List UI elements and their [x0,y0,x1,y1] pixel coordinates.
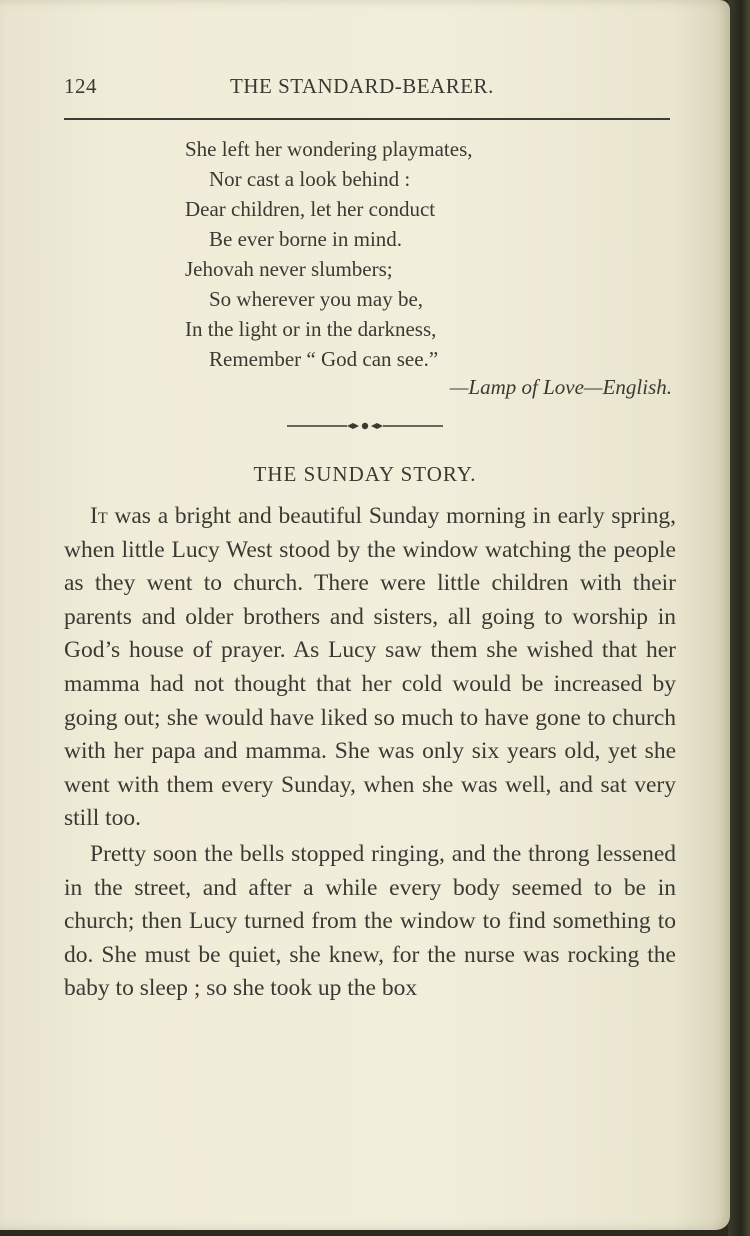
running-title: THE STANDARD-BEARER. [230,74,494,98]
poem-attribution: —Lamp of Love—English. [449,375,672,399]
poem-line: Dear children, let her conduct [185,197,436,221]
ornament-divider [287,418,443,434]
poem-line: She left her wondering playmates, [185,137,473,161]
paragraph [64,500,676,836]
poem-line: Nor cast a look behind : [209,167,411,191]
page-number: 124 [64,74,97,98]
book-edge [728,0,750,1236]
paragraph-text: was a bright and beautiful Sunday morning in early spring, when little Lucy West stood by the window watching the people as they went to church. There were little children with their parents and older brothers and sisters, all going to worship in God’s house of prayer. As Lucy saw them she wished that her mamma had not thought that her cold would be increased by going out; she would have liked so much to have gone to church with her papa and mamma. She was only six years old, yet she went with them every Sunday, when she was well, and sat very still too. [64,503,676,832]
paragraph-opening-word: It [90,503,108,529]
poem [185,134,685,374]
poem-line: Remember “ God can see.” [209,347,439,371]
story-body [64,500,676,1006]
header-rule [64,118,670,120]
poem-line: Jehovah never slumbers; [185,257,393,281]
poem-line: In the light or in the darkness, [185,317,437,341]
story-title: THE SUNDAY STORY. [253,462,477,486]
page-header [64,74,670,104]
paragraph: Pretty soon the bells stopped ringing, and the throng lessened in the street, and after a while every body seemed to be in church; then Lucy turned from the window to find something to do. She must be quiet, she knew, for the nurse was rocking the baby to sleep ; so she took up the box [64,840,676,1002]
poem-line: Be ever borne in mind. [209,227,403,251]
poem-line: So wherever you may be, [209,287,424,311]
